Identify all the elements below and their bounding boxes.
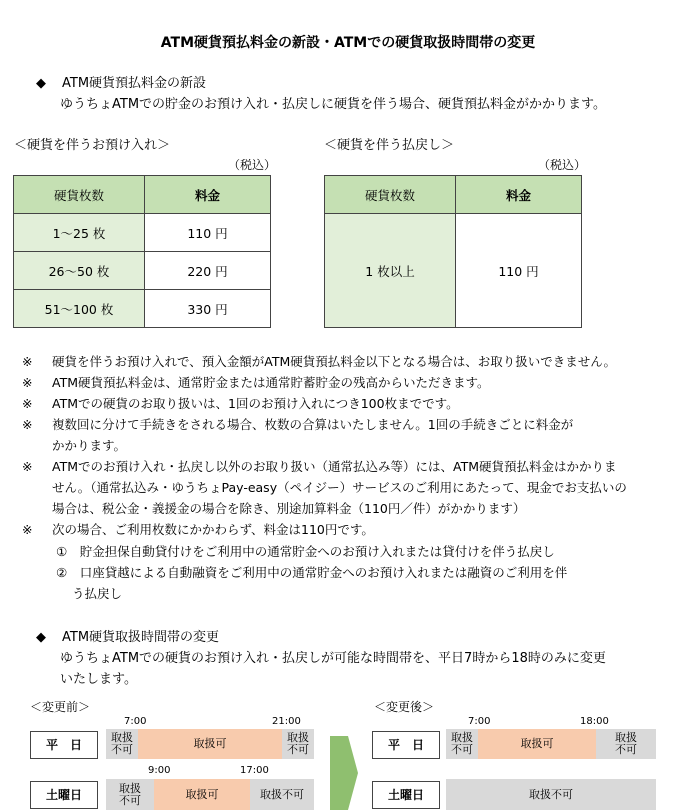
note-text: ATMでのお預け入れ・払戻し以外のお取り扱い（通常払込み等）には、ATM硬貨預払料金はかかりま xyxy=(52,459,617,474)
before-weekday-available: 取扱可 xyxy=(138,729,282,759)
note-continuation: う払戻し xyxy=(72,586,123,601)
note-subitem: ① 貯金担保自動貸付けをご利用中の通常貯金へのお預け入れまたは貸付けを伴う払戻し xyxy=(56,544,555,559)
deposit-fee-cell: 330 円 xyxy=(145,290,271,328)
note-text: ATMでの硬貨のお取り扱いは、1回のお預け入れにつき100枚までです。 xyxy=(52,396,459,411)
right-arrow-icon xyxy=(330,736,360,810)
before-weekday-start-time: 7:00 xyxy=(124,716,147,727)
before-weekday-unavailable-early: 取扱 不可 xyxy=(106,729,138,759)
before-saturday-available: 取扱可 xyxy=(154,779,250,810)
deposit-tax-note: （税込） xyxy=(228,158,277,172)
deposit-coins-cell: 1～25 枚 xyxy=(14,214,145,252)
withdraw-fee-table xyxy=(324,175,582,328)
after-weekday-start-time: 7:00 xyxy=(468,716,491,727)
section1-description: ゆうちょATMでの貯金のお預け入れ・払戻しに硬貨を伴う場合、硬貨預払料金がかかります。 xyxy=(60,97,607,112)
table-row xyxy=(14,214,271,252)
note-mark: ※ xyxy=(22,375,33,390)
before-saturday-end-time: 17:00 xyxy=(240,765,269,776)
list-item xyxy=(22,457,617,475)
before-saturday-label: 土曜日 xyxy=(30,781,98,809)
list-item xyxy=(22,394,459,412)
note-mark: ※ xyxy=(22,396,33,411)
section1-heading-row xyxy=(36,72,206,91)
list-item xyxy=(22,373,490,391)
note-mark: ※ xyxy=(22,522,33,537)
withdraw-coins-cell: 1 枚以上 xyxy=(325,214,456,328)
section2-description: ゆうちょATMでの硬貨のお預け入れ・払戻しが可能な時間帯を、平日7時から18時のみに変更 xyxy=(60,651,606,666)
deposit-fee-cell: 220 円 xyxy=(145,252,271,290)
list-item xyxy=(22,352,616,370)
note-text: 次の場合、ご利用枚数にかかわらず、料金は110円です。 xyxy=(52,522,374,537)
note-mark: ※ xyxy=(22,459,33,474)
after-weekday-end-time: 18:00 xyxy=(580,716,609,727)
section2-heading: ATM硬貨取扱時間帯の変更 xyxy=(62,630,220,645)
section2-heading-row xyxy=(36,626,219,645)
withdraw-fee-cell: 110 円 xyxy=(456,214,582,328)
table-row xyxy=(325,214,582,328)
before-weekday-end-time: 21:00 xyxy=(272,716,301,727)
deposit-table-caption: ＜硬貨を伴うお預け入れ＞ xyxy=(14,138,171,153)
list-item xyxy=(22,415,573,433)
before-saturday-unavailable-early: 取扱 不可 xyxy=(106,779,154,810)
withdraw-header-fee: 料金 xyxy=(456,176,582,214)
withdraw-header-coins: 硬貨枚数 xyxy=(325,176,456,214)
note-text: ATM硬貨預払料金は、通常貯金または通常貯蓄貯金の残高からいただきます。 xyxy=(52,375,490,390)
withdraw-table-caption: ＜硬貨を伴う払戻し＞ xyxy=(324,138,455,153)
deposit-coins-cell: 26～50 枚 xyxy=(14,252,145,290)
note-mark: ※ xyxy=(22,354,33,369)
before-saturday-start-time: 9:00 xyxy=(148,765,171,776)
deposit-coins-cell: 51～100 枚 xyxy=(14,290,145,328)
after-weekday-unavailable-early: 取扱 不可 xyxy=(446,729,478,759)
before-weekday-unavailable-late: 取扱 不可 xyxy=(282,729,314,759)
after-caption: ＜変更後＞ xyxy=(374,700,435,714)
page-title: ATM硬貨預払料金の新設・ATMでの硬貨取扱時間帯の変更 xyxy=(160,35,536,51)
before-caption: ＜変更前＞ xyxy=(30,700,91,714)
diamond-bullet-icon: ◆ xyxy=(36,630,46,645)
note-mark: ※ xyxy=(22,417,33,432)
deposit-header-fee: 料金 xyxy=(145,176,271,214)
deposit-fee-cell: 110 円 xyxy=(145,214,271,252)
after-saturday-unavailable: 取扱不可 xyxy=(446,779,656,810)
note-continuation: 場合は、税公金・義援金の場合を除き、別途加算料金（110円／件）がかかります） xyxy=(52,501,526,516)
after-weekday-label: 平 日 xyxy=(372,731,440,759)
before-weekday-label: 平 日 xyxy=(30,731,98,759)
after-saturday-label: 土曜日 xyxy=(372,781,440,809)
before-saturday-unavailable-late: 取扱不可 xyxy=(250,779,314,810)
list-item xyxy=(22,520,374,538)
note-text: 硬貨を伴うお預け入れで、預入金額がATM硬貨預払料金以下となる場合は、お取り扱いできません。 xyxy=(52,354,617,369)
deposit-fee-table xyxy=(13,175,271,328)
diamond-bullet-icon: ◆ xyxy=(36,76,46,91)
section2-description-cont: いたします。 xyxy=(60,672,137,687)
after-weekday-available: 取扱可 xyxy=(478,729,596,759)
after-weekday-unavailable-late: 取扱 不可 xyxy=(596,729,656,759)
table-row xyxy=(14,290,271,328)
section1-heading: ATM硬貨預払料金の新設 xyxy=(62,76,207,91)
note-subitem: ② 口座貸越による自動融資をご利用中の通常貯金へのお預け入れまたは融資のご利用を伴 xyxy=(56,565,568,580)
withdraw-tax-note: （税込） xyxy=(538,158,587,172)
note-continuation: かかります。 xyxy=(52,438,127,453)
note-text: 複数回に分けて手続きをされる場合、枚数の合算はいたしません。1回の手続きごとに料金が xyxy=(52,417,574,432)
table-row xyxy=(14,252,271,290)
note-continuation: せん。（通常払込み・ゆうちょPay-easy（ペイジー）サービスのご利用にあたって、現金でお支払いの xyxy=(52,480,627,495)
deposit-header-coins: 硬貨枚数 xyxy=(14,176,145,214)
